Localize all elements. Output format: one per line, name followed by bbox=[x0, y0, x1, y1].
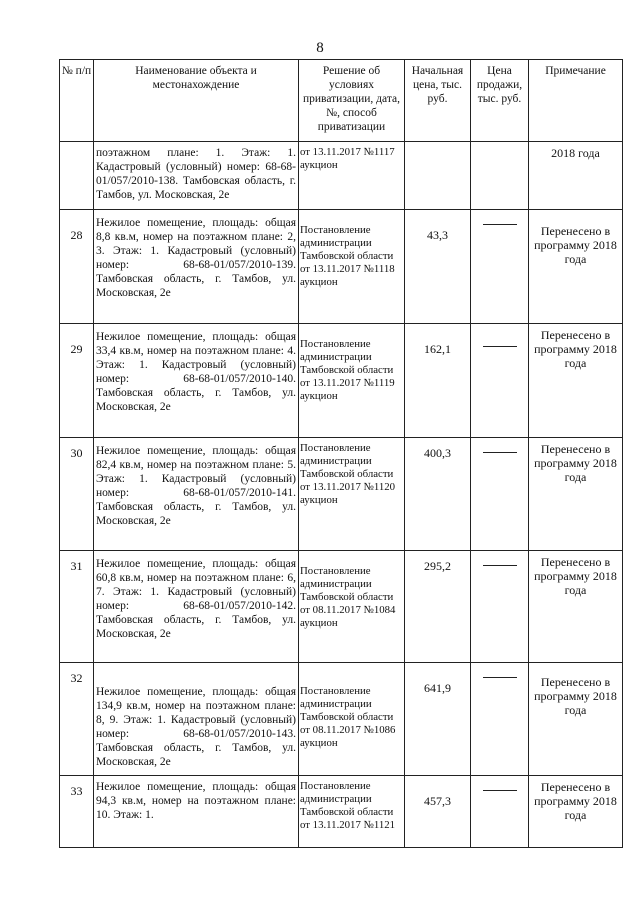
note-cell bbox=[529, 663, 623, 776]
page-number: 8 bbox=[316, 40, 324, 56]
start-price: 400,3 bbox=[424, 446, 451, 460]
start-price: 457,3 bbox=[424, 794, 451, 808]
decision-text: Постановление администрации Тамбовской области от 08.11.2017 №1084 аукцион bbox=[300, 565, 396, 629]
object-name: Нежилое помещение, площадь: общая 134,9 кв.м, номер на поэтажном плане: 8, 9. Этаж: 1. Кадастровый (условный) номер: 68-68-01/057/2010-143. Тамбовская область, г. Тамбов, ул. Московская, 2е bbox=[96, 686, 296, 768]
dash-mark bbox=[483, 790, 517, 791]
privatization-table bbox=[59, 59, 623, 848]
table-row bbox=[60, 776, 623, 848]
header-name: Наименование объекта и местонахождение bbox=[94, 60, 299, 142]
decision-cell bbox=[299, 438, 405, 551]
decision-cell bbox=[299, 663, 405, 776]
dash-mark bbox=[483, 677, 517, 678]
note-cell bbox=[529, 438, 623, 551]
note-cell bbox=[529, 324, 623, 438]
object-name: Нежилое помещение, площадь: общая 82,4 кв.м, номер на поэтажном плане: 5. Этаж: 1. Кадастровый (условный) номер: 68-68-01/057/2010-141. Тамбовская область, г. Тамбов, ул. Московская, 2е bbox=[96, 445, 296, 527]
header-sale-price: Цена продажи, тыс. руб. bbox=[471, 60, 529, 142]
table-row bbox=[60, 663, 623, 776]
dash-mark bbox=[483, 346, 517, 347]
object-name: поэтажном плане: 1. Этаж: 1. Кадастровый (условный) номер: 68-68-01/057/2010-138. Тамбовская область, г. Тамбов, ул. Московская, 2е bbox=[96, 147, 296, 201]
decision-text: Постановление администрации Тамбовской области от 13.11.2017 №1119 аукцион bbox=[300, 338, 395, 402]
sale-price-cell bbox=[471, 551, 529, 663]
object-name-cell bbox=[94, 324, 299, 438]
sale-price-cell bbox=[471, 210, 529, 324]
start-price: 295,2 bbox=[424, 559, 451, 573]
note-text: Перенесено в программу 2018 года bbox=[534, 442, 617, 484]
note-cell bbox=[529, 142, 623, 210]
sale-price-cell bbox=[471, 776, 529, 848]
object-name: Нежилое помещение, площадь: общая 8,8 кв.м, номер на поэтажном плане: 2, 3. Этаж: 1. Кадастровый (условный) номер: 68-68-01/057/2010-139. Тамбовская область, г. Тамбов, ул. Московская, 2е bbox=[96, 217, 296, 299]
note-text: Перенесено в программу 2018 года bbox=[534, 224, 617, 266]
decision-cell bbox=[299, 776, 405, 848]
note-text: Перенесено в программу 2018 года bbox=[534, 780, 617, 822]
start-price-cell bbox=[405, 324, 471, 438]
note-text: Перенесено в программу 2018 года bbox=[534, 555, 617, 597]
table-row bbox=[60, 210, 623, 324]
object-name: Нежилое помещение, площадь: общая 60,8 кв.м, номер на поэтажном плане: 6, 7. Этаж: 1. Кадастровый (условный) номер: 68-68-01/057/2010-142. Тамбовская область, г. Тамбов, ул. Московская, 2е bbox=[96, 558, 296, 640]
decision-text: Постановление администрации Тамбовской области от 08.11.2017 №1086 аукцион bbox=[300, 685, 396, 749]
object-name-cell bbox=[94, 776, 299, 848]
start-price: 641,9 bbox=[424, 681, 451, 695]
note-cell bbox=[529, 551, 623, 663]
start-price-cell bbox=[405, 776, 471, 848]
table-row bbox=[60, 324, 623, 438]
object-name-cell bbox=[94, 438, 299, 551]
decision-text: Постановление администрации Тамбовской области от 13.11.2017 №1121 bbox=[300, 780, 396, 831]
dash-mark bbox=[483, 224, 517, 225]
row-number: 32 bbox=[60, 663, 94, 776]
decision-cell bbox=[299, 142, 405, 210]
header-note: Примечание bbox=[529, 60, 623, 142]
row-number: 31 bbox=[60, 551, 94, 663]
start-price bbox=[405, 142, 470, 150]
table-row bbox=[60, 142, 623, 210]
row-number: 30 bbox=[60, 438, 94, 551]
header-start-price: Начальная цена, тыс. руб. bbox=[405, 60, 471, 142]
sale-price-cell bbox=[471, 438, 529, 551]
sale-price-cell bbox=[471, 663, 529, 776]
decision-cell bbox=[299, 551, 405, 663]
decision-text: Постановление администрации Тамбовской области от 13.11.2017 №1120 аукцион bbox=[300, 442, 396, 506]
start-price: 43,3 bbox=[427, 228, 448, 242]
object-name-cell bbox=[94, 210, 299, 324]
start-price-cell bbox=[405, 210, 471, 324]
dash-mark bbox=[483, 565, 517, 566]
sale-price-cell bbox=[471, 142, 529, 210]
row-number: 28 bbox=[60, 210, 94, 324]
start-price-cell bbox=[405, 663, 471, 776]
object-name: Нежилое помещение, площадь: общая 33,4 кв.м, номер на поэтажном плане: 4. Этаж: 1. Кадастровый (условный) номер: 68-68-01/057/2010-140. Тамбовская область, г. Тамбов, ул. Московская, 2е bbox=[96, 331, 296, 413]
row-number: 29 bbox=[60, 324, 94, 438]
decision-text: Постановление администрации Тамбовской области от 13.11.2017 №1118 аукцион bbox=[300, 224, 395, 288]
header-no: № п/п bbox=[60, 60, 94, 142]
note-text: Перенесено в программу 2018 года bbox=[534, 328, 617, 370]
note-text: 2018 года bbox=[551, 146, 600, 160]
note-text: Перенесено в программу 2018 года bbox=[534, 675, 617, 717]
decision-text: от 13.11.2017 №1117 аукцион bbox=[300, 146, 395, 171]
start-price-cell bbox=[405, 438, 471, 551]
object-name-cell bbox=[94, 663, 299, 776]
note-cell bbox=[529, 776, 623, 848]
row-number: 33 bbox=[60, 776, 94, 848]
note-cell bbox=[529, 210, 623, 324]
object-name-cell bbox=[94, 551, 299, 663]
object-name: Нежилое помещение, площадь: общая 94,3 кв.м, номер на поэтажном плане: 10. Этаж: 1. bbox=[96, 781, 296, 821]
table-row bbox=[60, 551, 623, 663]
header-decision: Решение об условиях приватизации, дата, №, способ приватизации bbox=[299, 60, 405, 142]
dash-mark bbox=[483, 452, 517, 453]
start-price-cell bbox=[405, 551, 471, 663]
start-price-cell bbox=[405, 142, 471, 210]
sale-price-cell bbox=[471, 324, 529, 438]
object-name-cell bbox=[94, 142, 299, 210]
decision-cell bbox=[299, 210, 405, 324]
start-price: 162,1 bbox=[424, 342, 451, 356]
row-number bbox=[60, 142, 94, 210]
decision-cell bbox=[299, 324, 405, 438]
table-header-row bbox=[60, 60, 623, 142]
table-row bbox=[60, 438, 623, 551]
